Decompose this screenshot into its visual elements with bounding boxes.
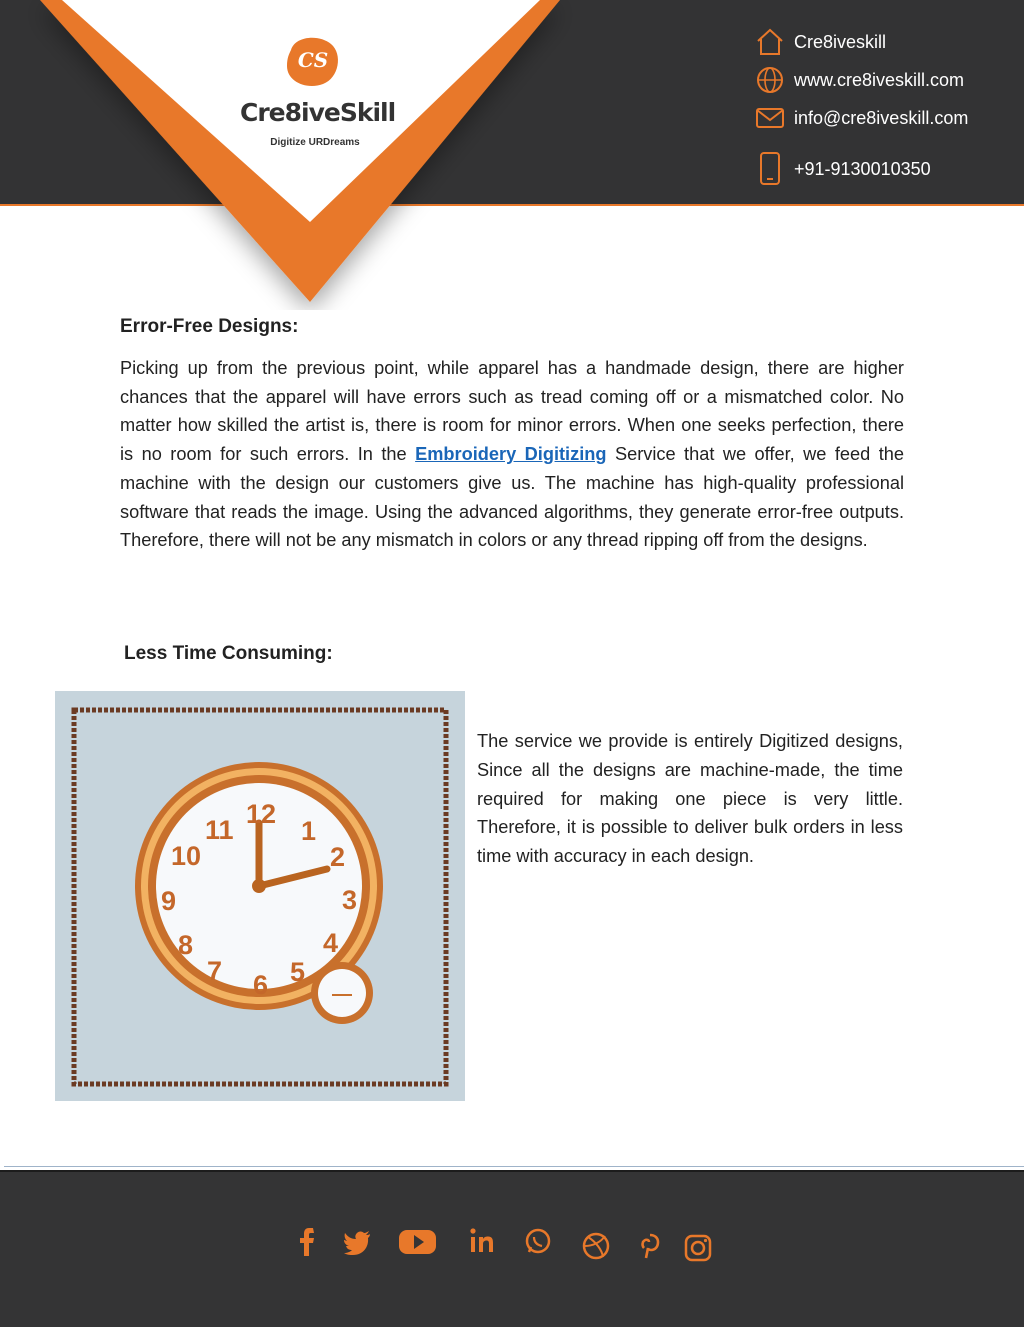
embroidered-clock-image (55, 691, 465, 1101)
linkedin-icon[interactable] (460, 1220, 504, 1264)
clock-number-8: 8 (178, 930, 194, 960)
logo-mark: CS (297, 48, 329, 72)
dribbble-icon[interactable] (574, 1220, 618, 1264)
website-link[interactable]: www.cre8iveskill.com (794, 69, 965, 90)
contact-website (754, 64, 964, 96)
globe-icon (754, 64, 786, 96)
contact-phone (754, 153, 931, 185)
logo-banner (0, 0, 620, 310)
clock-number-3: 3 (342, 885, 358, 915)
logo-triangle-graphic (0, 0, 620, 310)
clock-number-7: 7 (207, 956, 223, 986)
footer-bar (0, 1170, 1024, 1327)
contact-company (754, 26, 886, 58)
logo-tagline: Digitize URDreams (270, 137, 360, 148)
instagram-icon[interactable] (676, 1220, 720, 1264)
clock-number-1: 1 (301, 816, 317, 846)
phone-icon (754, 153, 786, 185)
facebook-icon[interactable] (288, 1220, 332, 1264)
paragraph-text-start: Picking up from the previous point, while apparel has a handmade design, there are higher chances that the apparel will have errors such as tread coming off or a mismatched color. No matter how skilled the artist is, there is room for minor errors. When one seeks perfection, there is no room for such errors. In the (120, 358, 904, 465)
embroidery-digitizing-link[interactable]: Embroidery Digitizing (415, 444, 607, 465)
footer-divider (4, 1166, 1024, 1167)
clock-graphic (55, 691, 465, 1101)
mail-icon (754, 102, 786, 134)
clock-number-9: 9 (161, 886, 177, 916)
logo-name: Cre8iveSkill (240, 98, 396, 127)
contact-email (754, 102, 968, 134)
company-name: Cre8iveskill (794, 31, 887, 52)
section-paragraph-error-free (120, 354, 904, 555)
youtube-icon[interactable] (396, 1220, 440, 1264)
paragraph-text-end: Service that we offer, we feed the machine with the design our customers give us. The machine has high-quality professional software that reads the image. Using the advanced algorithms, they generate error-free outputs. Therefore, there will not be any mismatch in colors or any thread ripping off from the designs. (120, 444, 904, 551)
whatsapp-icon[interactable] (516, 1220, 560, 1264)
clock-number-12: 12 (246, 799, 277, 829)
clock-number-10: 10 (171, 841, 202, 871)
section-paragraph-less-time: The service we provide is entirely Digitized designs, Since all the designs are machine-made, the time required for making one piece is very little. Therefore, it is possible to deliver bulk orders in less time with accuracy in each design. (477, 731, 903, 867)
section-heading-less-time: Less Time Consuming: (124, 643, 333, 664)
twitter-icon[interactable] (336, 1220, 380, 1264)
home-icon (754, 26, 786, 58)
phone-number: +91-9130010350 (794, 158, 931, 179)
clock-number-2: 2 (330, 842, 346, 872)
clock-number-6: 6 (253, 970, 269, 1000)
email-link[interactable]: info@cre8iveskill.com (794, 107, 969, 128)
pinterest-icon[interactable] (628, 1220, 672, 1264)
clock-number-5: 5 (290, 957, 306, 987)
section-heading-error-free: Error-Free Designs: (120, 316, 299, 337)
clock-number-4: 4 (323, 928, 339, 958)
clock-number-11: 11 (205, 815, 234, 845)
